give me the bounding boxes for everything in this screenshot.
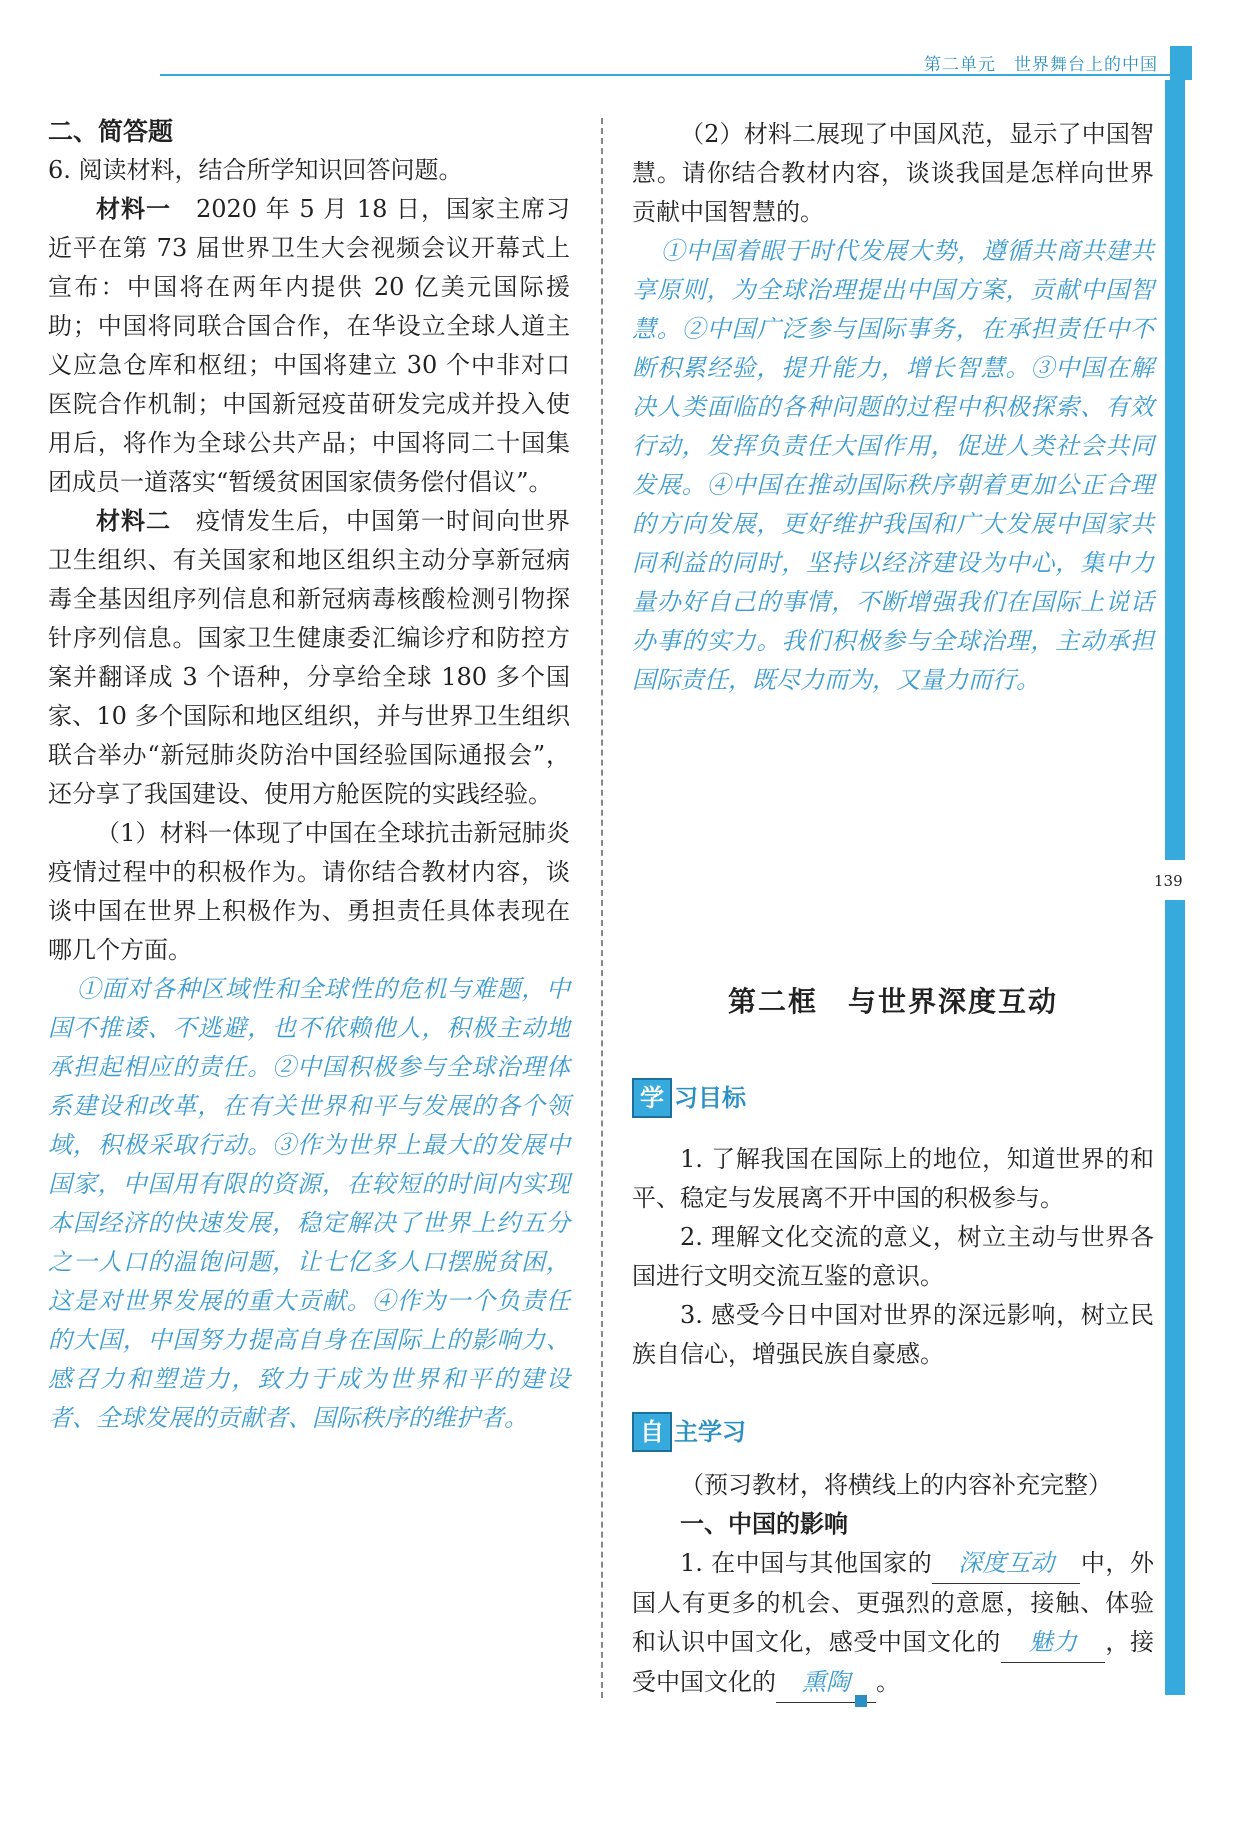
material-two-text: 疫情发生后，中国第一时间向世界卫生组织、有关国家和地区组织主动分享新冠病毒全基因组序列信息和新冠病毒核酸检测引物探针序列信息。国家卫生健康委汇编诊疗和防控方案并翻译成 3 个语种，分享给全球 180 多个国家、10 多个国际和地区组织，并与世界卫生组织联合举办“新冠肺炎防治中国经验国际通报会”，还分享了我国建设、使用方舱医院的实践经验。: [48, 507, 570, 808]
column-divider: [601, 118, 603, 1698]
fill-text-4: 。: [876, 1668, 900, 1696]
goal-3: 3. 感受今日中国对世界的深远影响，树立民族自信心，增强民族自豪感。: [632, 1301, 1154, 1368]
preview-instruction: （预习教材，将横线上的内容补充完整）: [680, 1471, 1112, 1499]
goal-1: 1. 了解我国在国际上的地位，知道世界的和平、稳定与发展离不开中国的积极参与。: [632, 1145, 1154, 1212]
answer-1: ①面对各种区域性和全球性的危机与难题，中国不推诿、不逃避，也不依赖他人，积极主动地承担起相应的责任。②中国积极参与全球治理体系建设和改革，在有关世界和平与发展的各个领域，积极采取行动。③作为世界上最大的发展中国家，中国用有限的资源，在较短的时间内实现本国经济的快速发展，稳定解决了世界上约五分之一人口的温饱问题，让七亿多人口摆脱贫困，这是对世界发展的重大贡献。④作为一个负责任的大国，中国努力提高自身在国际上的影响力、感召力和塑造力，致力于成为世界和平的建设者、全球发展的贡献者、国际秩序的维护者。: [48, 975, 570, 1432]
page-number: 139: [1154, 872, 1183, 890]
blank-3[interactable]: 熏陶: [776, 1663, 876, 1703]
material-one-text: 2020 年 5 月 18 日，国家主席习近平在第 73 届世界卫生大会视频会议开幕式上宣布：中国将在两年内提供 20 亿美元国际援助；中国将同联合国合作，在华设立全球人道主义应急仓库和枢纽；中国将建立 30 个中非对口医院合作机制；中国新冠疫苗研发完成并投入使用后，将作为全球公共产品；中国将同二十国集团成员一道落实“暂缓贫困国家债务偿付倡议”。: [48, 195, 571, 496]
learning-goals-rest: 习目标: [674, 1083, 746, 1112]
learning-goals-heading: [632, 1078, 1154, 1118]
right-column-bottom: [632, 1078, 1154, 1703]
goal-2: 2. 理解文化交流的意义，树立主动与世界各国进行文明交流互鉴的意识。: [632, 1223, 1154, 1290]
blank-1[interactable]: 深度互动: [932, 1544, 1080, 1584]
section-heading: 二、简答题: [48, 117, 174, 146]
question-6: 6. 阅读材料，结合所学知识回答问题。: [48, 156, 463, 184]
bottom-marker: [855, 1695, 867, 1707]
material-one-label: 材料一: [96, 195, 171, 223]
running-header: 第二单元 世界舞台上的中国: [924, 55, 1158, 75]
material-two-label: 材料二: [96, 507, 171, 535]
self-study-box: 自: [632, 1412, 672, 1452]
left-column: [48, 112, 570, 1438]
fill-text-2: 中，外国人有更多的机会、更强烈的意愿，接触、体验和认识中国文化，感受中国文化的: [632, 1549, 1155, 1656]
material-two: [48, 502, 570, 814]
learning-goals-box: 学: [632, 1078, 672, 1118]
sub-question-2: （2）材料二展现了中国风范，显示了中国智慧。请你结合教材内容，谈谈我国是怎样向世界贡献中国智慧的。: [632, 120, 1154, 226]
self-study-rest: 主学习: [674, 1417, 746, 1446]
header-tab: [1170, 46, 1192, 80]
sub-section-heading: 一、中国的影响: [680, 1510, 848, 1538]
blank-2[interactable]: 魅力: [1001, 1623, 1105, 1663]
fill-text-3: ，接受中国文化的: [632, 1628, 1155, 1696]
sub-question-1: （1）材料一体现了中国在全球抗击新冠肺炎疫情过程中的积极作为。请你结合教材内容，谈谈中国在世界上积极作为、勇担责任具体表现在哪几个方面。: [48, 819, 570, 964]
fill-in-item-1: [632, 1544, 1154, 1703]
right-column-top: [632, 115, 1154, 700]
frame-title: 第二框 与世界深度互动: [727, 985, 1058, 1018]
material-one: [48, 190, 570, 502]
self-study-heading: [632, 1412, 1154, 1452]
fill-text-1: 1. 在中国与其他国家的: [680, 1549, 933, 1577]
side-bar-top: [1165, 80, 1185, 860]
answer-2: ①中国着眼于时代发展大势，遵循共商共建共享原则，为全球治理提出中国方案，贡献中国智慧。②中国广泛参与国际事务，在承担责任中不断积累经验，提升能力，增长智慧。③中国在解决人类面临的各种问题的过程中积极探索、有效行动，发挥负责任大国作用，促进人类社会共同发展。④中国在推动国际秩序朝着更加公正合理的方向发展，更好维护我国和广大发展中国家共同利益的同时，坚持以经济建设为中心，集中力量办好自己的事情，不断增强我们在国际上说话办事的实力。我们积极参与全球治理，主动承担国际责任，既尽力而为，又量力而行。: [632, 237, 1154, 694]
side-bar-bottom: [1165, 900, 1185, 1695]
